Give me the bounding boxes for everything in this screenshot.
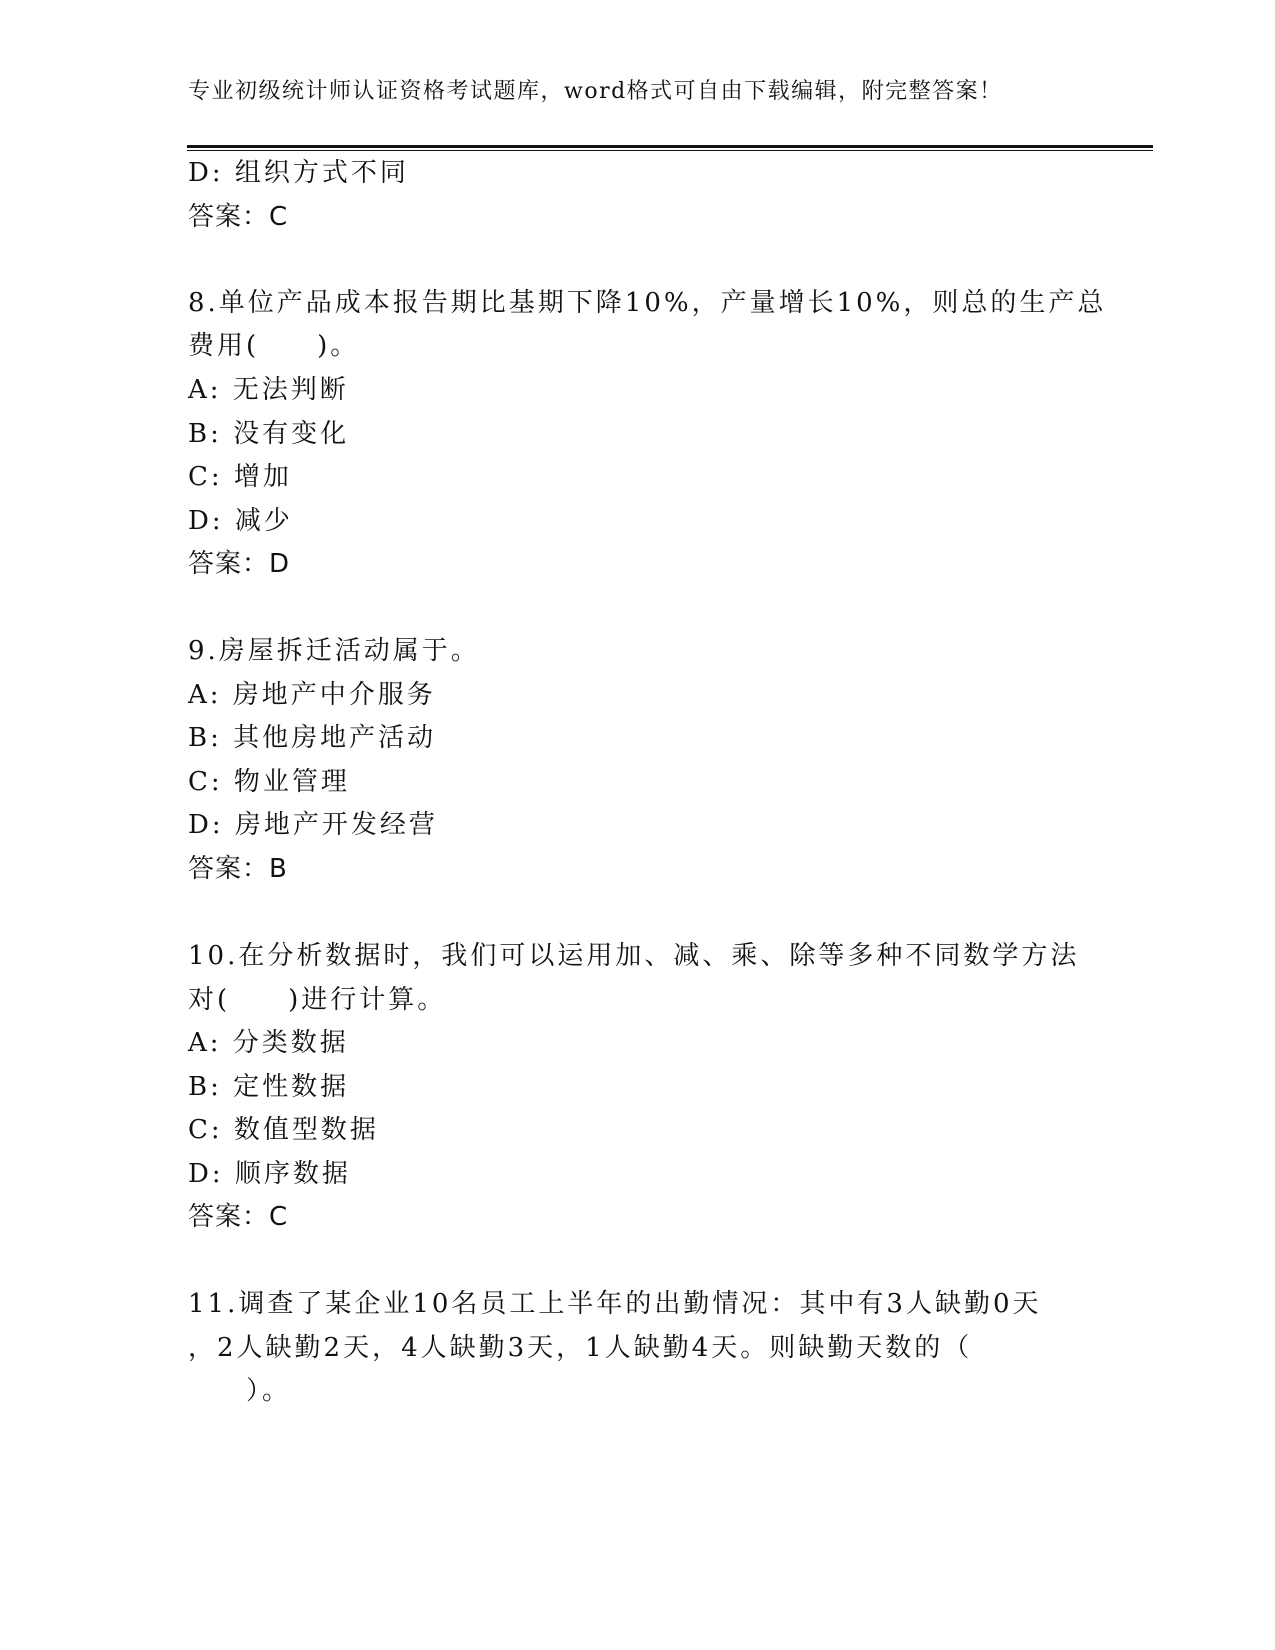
q9-option-b: B: 其他房地产活动	[188, 723, 437, 753]
q11-stem-line1: 11.调查了某企业10名员工上半年的出勤情况：其中有3人缺勤0天	[188, 1289, 1042, 1319]
q10-option-c: C: 数值型数据	[188, 1115, 379, 1145]
header-rule-thick	[187, 145, 1153, 148]
q8-stem-line1: 8.单位产品成本报告期比基期下降10%，产量增长10%，则总的生产总	[188, 288, 1107, 318]
page-header: 专业初级统计师认证资格考试题库，word格式可自由下载编辑，附完整答案！	[188, 79, 1003, 104]
prev-option-d: D: 组织方式不同	[188, 158, 409, 188]
q10-option-b: B: 定性数据	[188, 1072, 350, 1102]
header-rule-thin	[187, 150, 1153, 151]
q10-option-a: A: 分类数据	[188, 1028, 349, 1058]
prev-answer: 答案：C	[188, 202, 289, 232]
q8-option-b: B: 没有变化	[188, 419, 350, 449]
q11-stem-line2: ，2人缺勤2天，4人缺勤3天，1人缺勤4天。则缺勤天数的（	[188, 1333, 973, 1363]
q8-option-c: C: 增加	[188, 462, 292, 492]
q9-option-a: A: 房地产中介服务	[188, 680, 436, 710]
q8-option-a: A: 无法判断	[188, 375, 349, 405]
q9-answer: 答案：B	[188, 854, 288, 884]
q11-stem-line3: ）。	[188, 1376, 292, 1406]
q9-option-d: D: 房地产开发经营	[188, 810, 438, 840]
q8-answer: 答案：D	[188, 549, 291, 579]
q10-stem-line2: 对( )进行计算。	[188, 985, 447, 1015]
q10-option-d: D: 顺序数据	[188, 1159, 351, 1189]
q8-stem-line2: 费用( )。	[188, 331, 360, 361]
q8-option-d: D: 减少	[188, 506, 293, 536]
q10-stem-line1: 10.在分析数据时，我们可以运用加、减、乘、除等多种不同数学方法	[188, 941, 1080, 971]
q10-answer: 答案：C	[188, 1202, 289, 1232]
q9-stem-line1: 9.房屋拆迁活动属于。	[188, 636, 480, 666]
q9-option-c: C: 物业管理	[188, 767, 350, 797]
